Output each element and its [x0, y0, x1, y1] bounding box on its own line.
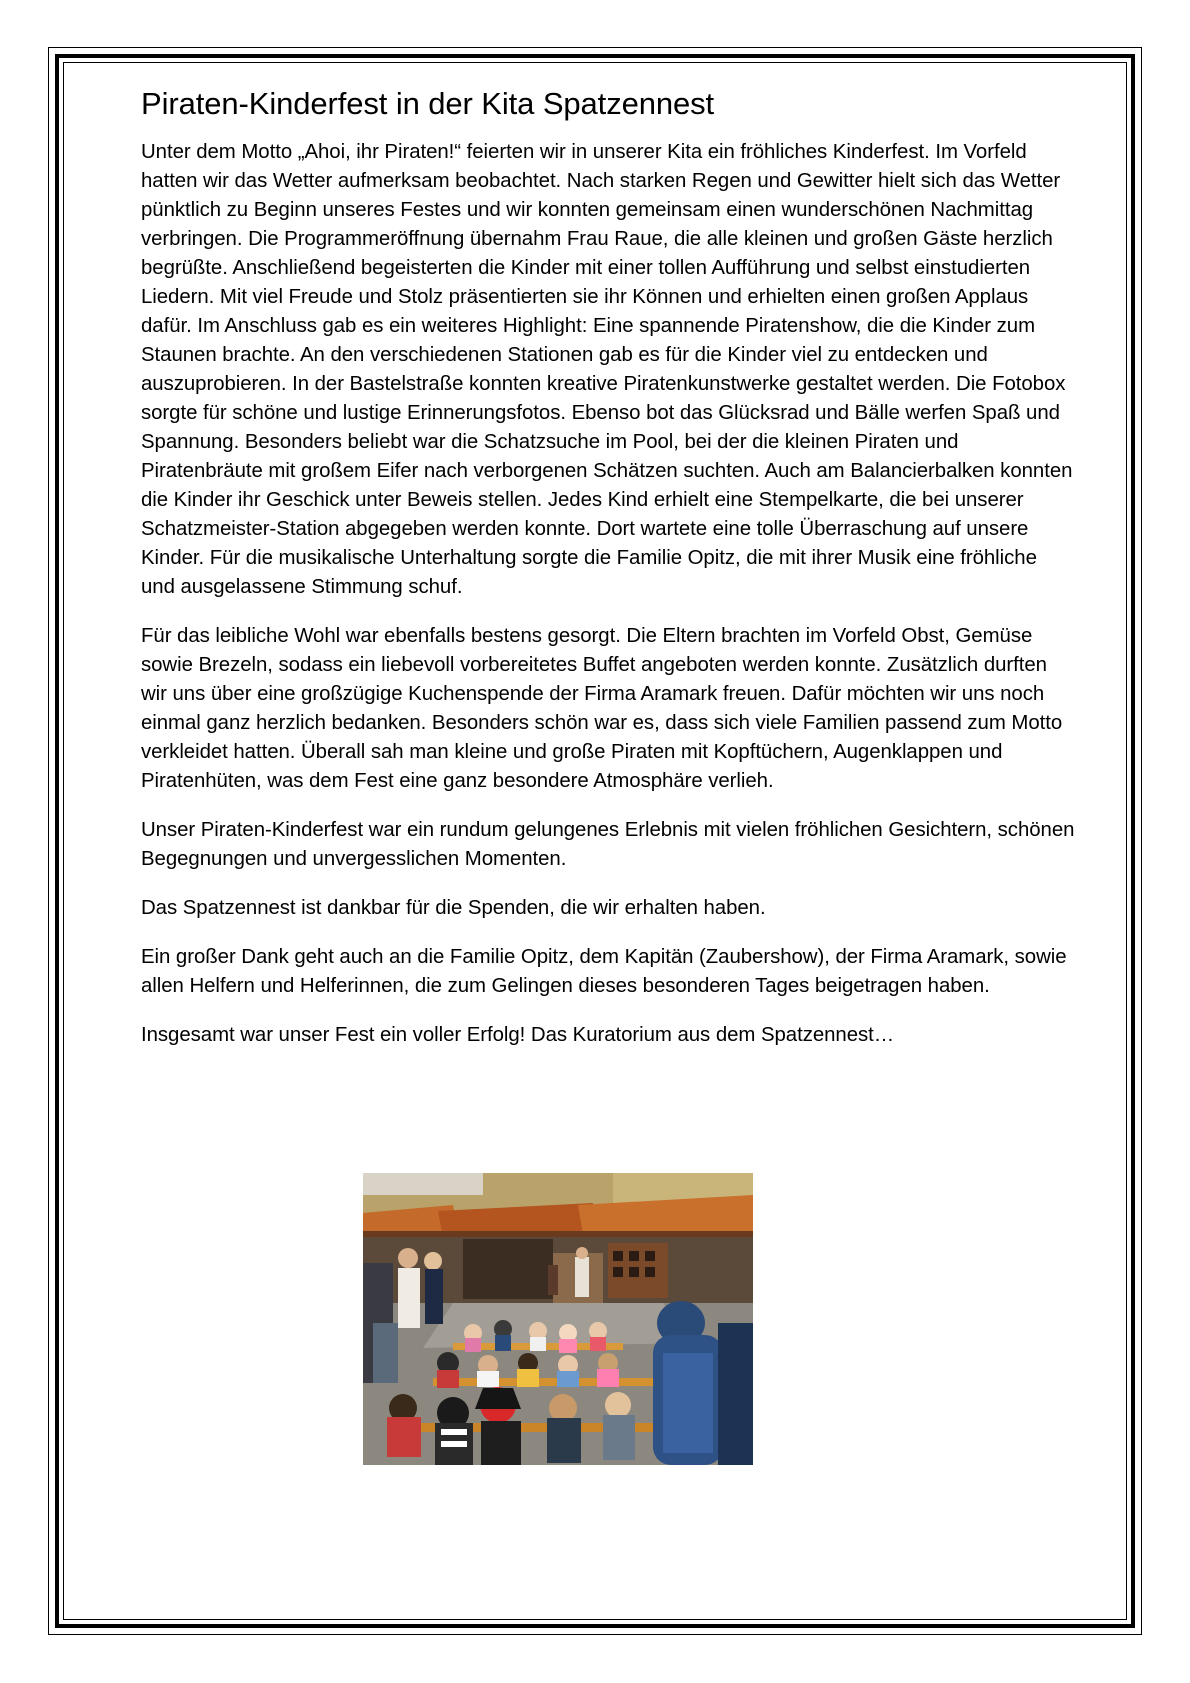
- paragraph-thanks: Ein großer Dank geht auch an die Familie Opitz, dem Kapitän (Zaubershow), der Firma Aramark, sowie allen Helfern und Helferinnen, die zum Gelingen dieses besonderen Tages beigetragen haben.: [141, 946, 1067, 997]
- paragraph-closing: Insgesamt war unser Fest ein voller Erfolg! Das Kuratorium aus dem Spatzennest…: [141, 1024, 895, 1046]
- document-title: Piraten-Kinderfest in der Kita Spatzennest: [141, 86, 715, 121]
- paragraph-food: Für das leibliche Wohl war ebenfalls bestens gesorgt. Die Eltern brachten im Vorfeld Obst, Gemüse sowie Brezeln, sodass ein liebevoll vorbereitetes Buffet angeboten werden konnte. Zusätzlich durften wir uns über eine großzügige Kuchenspende der Firma Aramark freuen. Dafür möchten wir uns noch einmal ganz herzlich bedanken. Besonders schön war es, dass sich viele Familien passend zum Motto verkleidet hatten. Überall sah man kleine und große Piraten mit Kopftüchern, Augenklappen und Piratenhüten, was dem Fest eine ganz besondere Atmosphäre verlieh.: [141, 625, 1063, 792]
- paragraph-donations: Das Spatzennest ist dankbar für die Spenden, die wir erhalten haben.: [141, 897, 766, 919]
- festival-photo: [363, 1173, 753, 1465]
- paragraph-intro: Unter dem Motto „Ahoi, ihr Piraten!“ feierten wir in unserer Kita ein fröhliches Kinderfest. Im Vorfeld hatten wir das Wetter aufmerksam beobachtet. Nach starken Regen und Gewitter hielt sich das Wetter pünktlich zu Beginn unseres Festes und wir konnten gemeinsam einen wunderschönen Nachmittag verbringen. Die Programmeröffnung übernahm Frau Raue, die alle kleinen und großen Gäste herzlich begrüßte. Anschließend begeisterten die Kinder mit einer tollen Aufführung und selbst einstudierten Liedern. Mit viel Freude und Stolz präsentierten sie ihr Können und erhielten einen großen Applaus dafür. Im Anschluss gab es ein weiteres Highlight: Eine spannende Piratenshow, die die Kinder zum Staunen brachte. An den verschiedenen Stationen gab es für die Kinder viel zu entdecken und auszuprobieren. In der Bastelstraße konnten kreative Piratenkunstwerke gestaltet werden. Die Fotobox sorgte für schöne und lustige Erinnerungsfotos. Ebenso bot das Glücksrad und Bälle werfen Spaß und Spannung. Besonders beliebt war die Schatzsuche im Pool, bei der die kleinen Piraten und Piratenbräute mit großem Eifer nach verborgenen Schätzen suchten. Auch am Balancierbalken konnten die Kinder ihr Geschick unter Beweis stellen. Jedes Kind erhielt eine Stempelkarte, die bei unserer Schatzmeister-Station abgegeben werden konnte. Dort wartete eine tolle Überraschung auf unsere Kinder. Für die musikalische Unterhaltung sorgte die Familie Opitz, die mit ihrer Musik eine fröhliche und ausgelassene Stimmung schuf.: [141, 141, 1073, 598]
- paragraph-summary: Unser Piraten-Kinderfest war ein rundum gelungenes Erlebnis mit vielen fröhlichen Gesichtern, schönen Begegnungen und unvergesslichen Momenten.: [141, 819, 1075, 870]
- document-body: [141, 82, 1076, 1070]
